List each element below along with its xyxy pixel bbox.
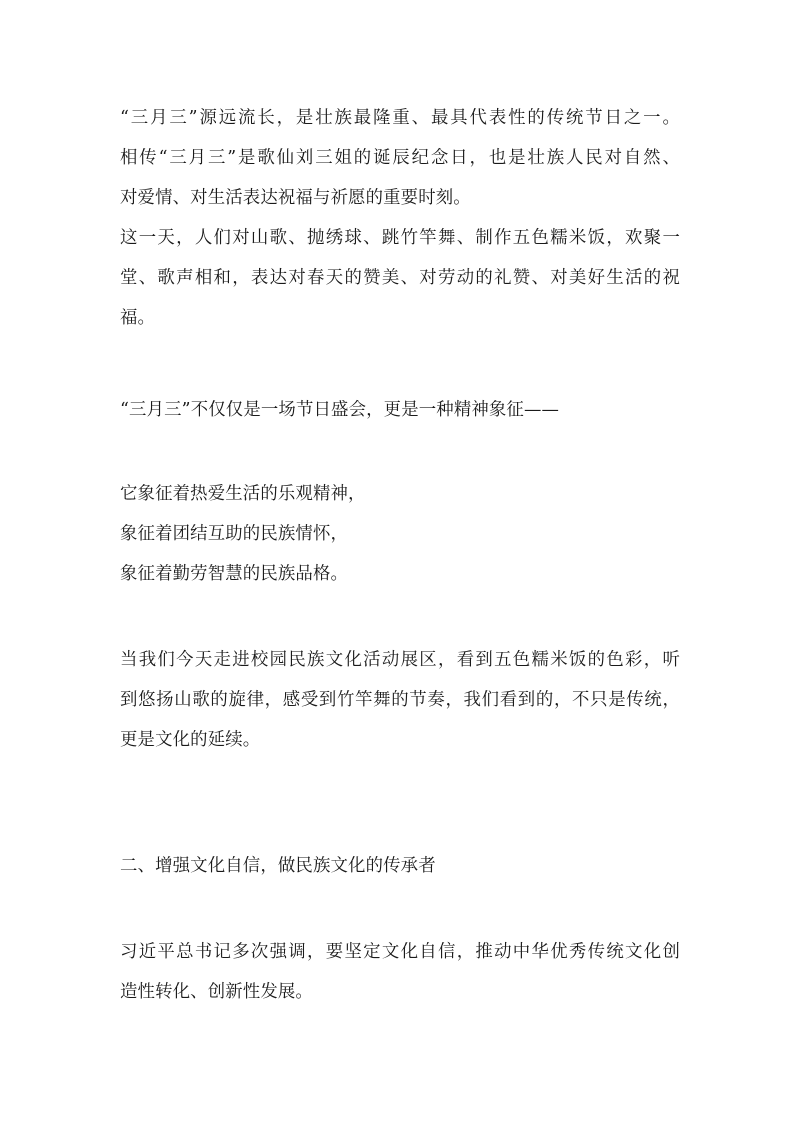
symbol-line-3: 象征着勤劳智慧的民族品格。 [120,564,349,584]
paragraph-2-line-2: 堂、歌声相和，表达对春天的赞美、对劳动的礼赞、对美好生活的祝 [120,268,680,288]
paragraph-5-line-3: 更是文化的延续。 [120,730,261,750]
paragraph-1-line-3: 对爱情、对生活表达祝福与祈愿的重要时刻。 [120,188,471,208]
paragraph-2-line-1: 这一天，人们对山歌、抛绣球、跳竹竿舞、制作五色糯米饭，欢聚一 [120,228,680,248]
symbol-line-2: 象征着团结互助的民族情怀， [120,524,349,544]
paragraph-2-line-3: 福。 [120,308,156,328]
paragraph-1-line-1: “三月三”源远流长，是壮族最隆重、最具代表性的传统节日之一。 [120,108,680,128]
paragraph-5-line-1: 当我们今天走进校园民族文化活动展区，看到五色糯米饭的色彩，听 [120,650,680,670]
paragraph-3: “三月三”不仅仅是一场节日盛会，更是一种精神象征—— [120,400,560,420]
paragraph-5-line-2: 到悠扬山歌的旋律，感受到竹竿舞的节奏，我们看到的，不只是传统， [120,690,680,710]
paragraph-7-line-1: 习近平总书记多次强调，要坚定文化自信，推动中华优秀传统文化创 [120,942,680,962]
paragraph-1-line-2: 相传“三月三”是歌仙刘三姐的诞辰纪念日，也是壮族人民对自然、 [120,148,680,168]
section-heading: 二、增强文化自信，做民族文化的传承者 [120,856,436,876]
paragraph-7-line-2: 造性转化、创新性发展。 [120,982,313,1002]
symbol-line-1: 它象征着热爱生活的乐观精神， [120,484,366,504]
